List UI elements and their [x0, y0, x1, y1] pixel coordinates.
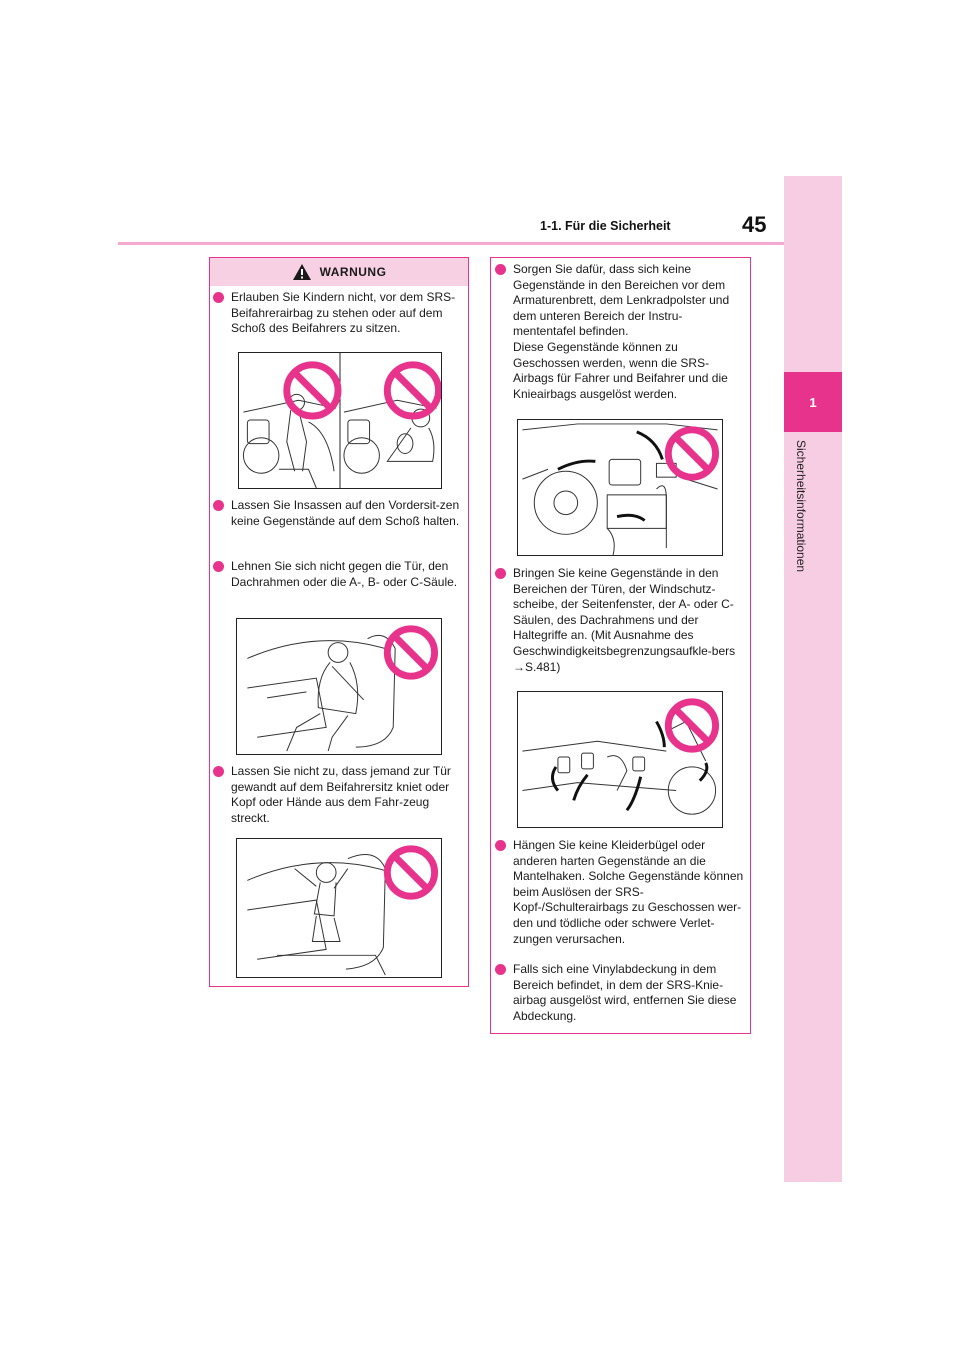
warning-header: [210, 258, 468, 286]
warning-item: [213, 290, 463, 337]
caution-item-text: Bringen Sie keine Gegenstände in den Bereichen der Türen, der Windschutz-scheibe, der Seitenfenster, der A- oder C-Säulen, des Dachrahmens und der Haltegriffe an. (Mit Ausnahme des Geschwindigkeitsbegrenzungsaufkle-bers →S.481): [513, 566, 736, 674]
bullet-icon: [213, 766, 224, 777]
warning-item-text: Lassen Sie Insassen auf den Vordersit-zen keine Gegenstände auf dem Schoß halten.: [231, 498, 460, 528]
warning-item-text: Lehnen Sie sich nicht gegen die Tür, den Dachrahmen oder die A-, B- oder C-Säule.: [231, 559, 458, 589]
header-rule: [118, 242, 784, 245]
prohibition-icon: [387, 629, 434, 676]
bullet-icon: [213, 561, 224, 572]
bullet-icon: [495, 264, 506, 275]
warning-title: WARNUNG: [319, 265, 387, 279]
bullet-icon: [213, 500, 224, 511]
bullet-icon: [495, 568, 506, 579]
caution-item-text: Hängen Sie keine Kleiderbügel oder anderen harten Gegenstände an die Mantelhaken. Solche Gegenstände können beim Auslösen der SRS-Kopf-/Schulterairbags zu Geschossen wer-den und tödliche oder schwere Verlet-zungen verursachen.: [513, 838, 744, 946]
warning-item: [213, 498, 463, 529]
side-band: [784, 176, 842, 1182]
page-number: 45: [742, 212, 767, 237]
bullet-icon: [495, 840, 506, 851]
figure-kneeling-door: [236, 838, 442, 978]
warning-item: [213, 559, 463, 590]
caution-item: [495, 262, 745, 402]
prohibition-icon: [387, 849, 434, 896]
chapter-label: Sicherheitsinformationen: [794, 440, 808, 573]
caution-item: [495, 566, 745, 675]
warning-triangle-icon: [292, 263, 312, 281]
figure-child-front-seat: [238, 352, 442, 489]
caution-item-text: Falls sich eine Vinylabdeckung in dem Bereich befindet, in dem der SRS-Knie-airbag ausgelöst wird, entfernen Sie diese Abdeckung.: [513, 962, 737, 1023]
bullet-icon: [213, 292, 224, 303]
section-title: 1-1. Für die Sicherheit: [540, 219, 671, 233]
caution-item-text: Diese Gegenstände können zu Geschossen werden, wenn die SRS-Airbags für Fahrer und Beifahrer und die Knieairbags ausgelöst werden.: [513, 339, 728, 401]
warning-item-text: Erlauben Sie Kindern nicht, vor dem SRS-Beifahrerairbag zu stehen oder auf dem Schoß des Beifahrers zu sitzen.: [231, 290, 456, 336]
caution-item: [495, 838, 745, 947]
figure-leaning-door: [236, 618, 442, 755]
chapter-tab[interactable]: 1: [784, 372, 842, 432]
caution-item-text: Sorgen Sie dafür, dass sich keine Gegenstände in den Bereichen vor dem Armaturenbrett, dem Lenkradpolster und dem unteren Bereich der Instru-mententafel befinden.: [513, 262, 730, 339]
caution-item: [495, 962, 745, 1024]
figure-windshield-objects: [517, 691, 723, 828]
prohibition-icon: [668, 702, 715, 749]
illustration-child-front-seat: [239, 353, 441, 488]
prohibition-icon: [668, 430, 715, 477]
figure-dashboard-objects: [517, 419, 723, 556]
bullet-icon: [495, 964, 506, 975]
warning-item: [213, 764, 463, 826]
warning-item-text: Lassen Sie nicht zu, dass jemand zur Tür gewandt auf dem Beifahrersitz kniet oder Kopf oder Hände aus dem Fahr-zeug streckt.: [231, 764, 451, 825]
